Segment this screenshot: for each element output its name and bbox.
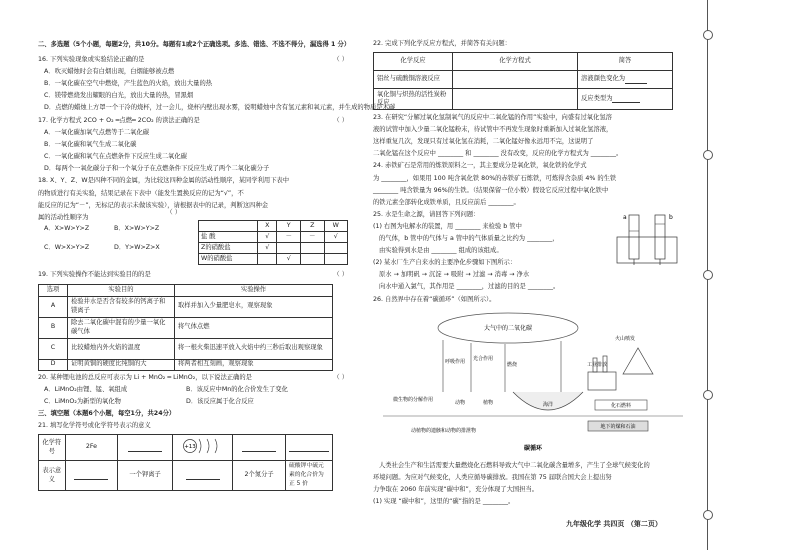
atom-structure-diagram bbox=[181, 436, 225, 456]
q24-line-3: ________ 吨含铁量为 96%的生铁。（结果保留一位小数）假设它反应过程中氧化铁中 bbox=[373, 186, 609, 194]
table-cell: √ bbox=[258, 243, 277, 254]
q17-option-d: D．每两个一氧化碳分子和一个氧分子在点燃条件下反应生成了两个二氧化碳分子 bbox=[44, 165, 270, 173]
q21-table bbox=[38, 434, 333, 491]
q25-line-1: (1) 右图为电解水的装置，用 ________ 来检验 b 管中 bbox=[373, 222, 522, 230]
factory-icon bbox=[588, 372, 616, 390]
table-row bbox=[199, 243, 348, 254]
table-cell: 比较蜡烛内外火焰的温度 bbox=[68, 338, 175, 359]
table-cell: 2个氮分子 bbox=[233, 461, 286, 490]
table-cell: 取样并加入少量肥皂水，观察现象 bbox=[175, 296, 333, 317]
table-cell: 盐 酸 bbox=[199, 232, 258, 243]
q26-para-3: 力争取在 2060 年前实现“碳中和”，充分体现了大国担当。 bbox=[373, 485, 539, 493]
table-cell[interactable] bbox=[578, 89, 673, 110]
table-cell: 检验井水是否含有较多的钙离子和镁离子 bbox=[68, 296, 175, 317]
binding-hole bbox=[703, 150, 713, 160]
q17-answer-paren[interactable]: （ ） bbox=[333, 116, 348, 124]
label-decomposition: 微生物的分解作用 bbox=[393, 397, 434, 403]
q25-line-4: (2) 某水厂生产自来水的主要净化步骤如下图所示： bbox=[373, 259, 517, 267]
table-cell bbox=[277, 243, 301, 254]
q26-sub-1: (1) 实现 “碳中和”，这里的“碳”指的是 ________。 bbox=[373, 497, 515, 505]
label-volcano: 火山喷发 bbox=[615, 336, 636, 342]
table-cell: 氧化铜与炽热的活性炭粉反应 bbox=[374, 89, 453, 110]
table-cell: 2Fe bbox=[65, 434, 118, 461]
label-combustion: 燃烧 bbox=[507, 362, 518, 368]
table-cell bbox=[258, 254, 277, 265]
table-cell: A bbox=[39, 296, 68, 317]
q22-stem: 22. 完成下列化学反应方程式，并简答有关问题： bbox=[373, 40, 511, 47]
q20-option-c: C．LiMnO₂为新型的氧化物 bbox=[44, 397, 121, 405]
q16-option-d: D．点燃的蜡烛上方罩一个干冷的烧杯，过一会儿，烧杯内壁出现水雾，说明蜡烛中含有氢元素和氧元素，并生成的物质是木碳 bbox=[44, 104, 396, 112]
q18-line-2: 的物质进行有关实验，结果记录在下表中（能发生置换反应的记为“√”，不 bbox=[38, 189, 244, 197]
q22-answer-label: 反应类型为 bbox=[581, 94, 613, 102]
tube-a-label: a bbox=[623, 213, 627, 221]
table-cell: 简答 bbox=[578, 53, 673, 71]
q20-option-b: B．该反应中Mn的化合价发生了变化 bbox=[186, 385, 288, 393]
table-cell[interactable] bbox=[233, 434, 286, 461]
q18-option-b: B．X>W>Y>Z bbox=[114, 225, 160, 233]
q25-line-2: 的气体，b 管中的气体与 a 管中的气体质量之比约为 ________， bbox=[379, 235, 559, 243]
table-row bbox=[374, 71, 673, 89]
q16-answer-paren[interactable]: （ ） bbox=[333, 56, 348, 64]
table-row bbox=[39, 284, 333, 296]
table-row bbox=[374, 53, 673, 71]
table-cell: 将气体点燃 bbox=[175, 317, 333, 338]
question-20 bbox=[38, 374, 356, 407]
table-cell bbox=[301, 243, 325, 254]
label-industrial: 工业排放 bbox=[587, 362, 608, 368]
question-18 bbox=[38, 177, 356, 261]
table-cell bbox=[172, 434, 232, 461]
table-cell[interactable] bbox=[172, 461, 232, 490]
question-22 bbox=[373, 40, 695, 110]
q20-answer-paren[interactable]: （ ） bbox=[333, 373, 348, 381]
question-23 bbox=[373, 114, 695, 159]
q18-option-d: D．Y>W>Z>X bbox=[114, 243, 160, 251]
table-cell: － bbox=[301, 232, 325, 243]
table-row bbox=[39, 296, 333, 317]
carbon-cycle-title: 大气中的二氧化碳 bbox=[483, 325, 533, 332]
question-24 bbox=[373, 162, 695, 207]
label-photosynthesis: 光合作用 bbox=[473, 356, 494, 362]
table-cell: 化学反应 bbox=[374, 53, 453, 71]
question-25 bbox=[373, 211, 695, 292]
table-cell bbox=[199, 221, 258, 232]
table-cell: C bbox=[39, 338, 68, 359]
page-footer: 九年级化学 共四页 （第二页） bbox=[566, 520, 662, 528]
q19-stem: 19. 下列实验操作不能达到实验目的的是 bbox=[38, 271, 151, 279]
question-17 bbox=[38, 117, 356, 174]
q25-flow: 原水 → 加明矾 → 沉淀 → 吸附 → 过滤 → 消毒 → 净水 bbox=[379, 271, 530, 279]
q16-option-c: C．镁带燃烧发出耀眼的白光，放出大量的热，冒黑烟 bbox=[44, 92, 194, 100]
carbon-cycle-diagram bbox=[383, 308, 683, 458]
binding-hole bbox=[703, 510, 713, 520]
table-cell[interactable] bbox=[453, 89, 578, 110]
table-cell: B bbox=[39, 317, 68, 338]
answer-blank[interactable] bbox=[289, 445, 329, 452]
q24-line-2: 为 ________，如果用 100 吨含氧化铁 80%的赤铁矿石炼铁，可炼得含杂质 4% 的生铁 bbox=[373, 174, 617, 182]
answer-blank[interactable] bbox=[74, 473, 108, 480]
q25-intro: 25. 水是生命之源，请回答下列问题： bbox=[373, 210, 480, 218]
table-cell: 选项 bbox=[39, 284, 68, 296]
table-cell[interactable] bbox=[118, 434, 173, 461]
table-cell: 证明黄铜的硬度比纯铜的大 bbox=[68, 359, 175, 370]
table-row bbox=[374, 89, 673, 110]
carbon-cycle-caption: 碳循环 bbox=[523, 445, 543, 452]
answer-blank[interactable] bbox=[128, 445, 162, 452]
q20-stem: 20. 某种锂电池的总反应可表示为 Li + MnO₂ ═ LiMnO₂，以下说法正确的是 bbox=[38, 373, 252, 381]
table-cell: 表示意义 bbox=[39, 461, 66, 490]
table-cell: 铝丝与硫酸铜溶液反应 bbox=[374, 71, 453, 89]
table-cell[interactable] bbox=[578, 71, 673, 89]
q24-line-4: 的铁元素全部转化成铁单质，且反应前后 ________。 bbox=[373, 198, 520, 206]
q25-line-3: 由实验得到水是由 ________ 组成的该组成。 bbox=[379, 247, 503, 255]
binding-hole bbox=[703, 30, 713, 40]
table-row bbox=[39, 461, 333, 490]
table-cell: 将一根火柴迅速平放入火焰中约三秒后取出观察现象 bbox=[175, 338, 333, 359]
q26-para-2: 环境问题。为应对气候变化，人类应循导碳排放。我国在第 75 届联合国大会上提出努 bbox=[373, 473, 612, 481]
q20-option-d: D．该反应属于化合反应 bbox=[186, 397, 254, 405]
q18-option-c: C．W>X>Y>Z bbox=[44, 243, 90, 251]
q23-line-3: 这样重复几次，发现只有过氧化氢在消耗，二氧化锰好像永远用不完，这说明了 bbox=[373, 138, 594, 146]
q18-option-a: A．X>W>Y>Z bbox=[44, 225, 90, 233]
table-cell: 实验操作 bbox=[175, 284, 333, 296]
tube-b-label: b bbox=[669, 213, 673, 221]
binding-hole bbox=[703, 270, 713, 280]
q21-stem: 21. 填写化学符号或化学符号表示的意义 bbox=[38, 421, 151, 429]
table-cell[interactable] bbox=[65, 461, 118, 490]
answer-blank[interactable] bbox=[625, 77, 647, 84]
table-cell: Z bbox=[301, 221, 325, 232]
table-cell: X bbox=[258, 221, 277, 232]
q24-line-1: 24. 赤铁矿石是常用的炼铁原料之一，其主要成分是氧化铁，氧化铁的化学式 bbox=[373, 162, 587, 170]
q22-answer-label: 溶液颜色变化为 bbox=[581, 75, 626, 83]
volcano-icon bbox=[623, 348, 653, 374]
q16-stem: 16. 下列实验现象或实验结论正确的是 bbox=[38, 56, 145, 64]
table-cell: 化学方程式 bbox=[453, 53, 578, 71]
table-cell bbox=[324, 243, 347, 254]
left-column bbox=[38, 40, 396, 491]
q18-line-1: 18. X、Y、Z、W是四种不同的金属，为比较这四种金属的活动性顺序，某同学利用下表中 bbox=[38, 177, 290, 185]
q20-option-a: A．LiMnO₂由锂、锰、氧组成 bbox=[44, 385, 128, 393]
q18-line-4: 属的活动性顺序为 bbox=[38, 213, 89, 221]
table-cell: 将两者相互刻画，观察现象 bbox=[175, 359, 333, 370]
table-row bbox=[39, 434, 333, 461]
label-plants: 植物 bbox=[483, 400, 494, 406]
q23-line-1: 23. 在研究“分解过氧化氢制氧气的反应中二氧化锰的作用”实验中，向盛有过氧化氢溶 bbox=[373, 114, 612, 122]
table-cell[interactable] bbox=[286, 434, 333, 461]
answer-blank[interactable] bbox=[612, 96, 640, 103]
q23-line-4: 二氧化锰在这个反应中 ________ 和 ________ 没有改变，反应的化学方程式为 ________。 bbox=[373, 150, 623, 158]
q19-answer-paren[interactable]: （ ） bbox=[333, 271, 348, 279]
table-row bbox=[39, 359, 333, 370]
table-cell: √ bbox=[324, 232, 347, 243]
q19-table bbox=[38, 284, 333, 371]
answer-blank[interactable] bbox=[186, 473, 220, 480]
label-respiration: 呼吸作用 bbox=[445, 359, 466, 365]
right-column bbox=[373, 40, 695, 510]
table-cell: D bbox=[39, 359, 68, 370]
table-cell: √ bbox=[277, 254, 301, 265]
table-cell: Y bbox=[277, 221, 301, 232]
answer-blank[interactable] bbox=[242, 445, 276, 452]
section3-title: 三、填空题（本题6个小题，每空1分，共24分） bbox=[38, 409, 176, 417]
question-26 bbox=[373, 296, 695, 506]
label-ocean: 海洋 bbox=[542, 402, 554, 408]
table-cell: 化学符号 bbox=[39, 434, 66, 461]
table-cell: 硫酸钾中硫元素的化合价为正 5 价 bbox=[286, 461, 333, 490]
table-row bbox=[199, 232, 348, 243]
table-cell bbox=[301, 254, 325, 265]
label-underground: 地下的煤和石油 bbox=[600, 424, 636, 430]
q18-line-3: 能反应的记为“－”，无标记的表示未做该实验），请根据表中的记录，判断这四种金 bbox=[38, 201, 269, 209]
table-row bbox=[39, 338, 333, 359]
table-cell: √ bbox=[258, 232, 277, 243]
q17-option-c: C．一氧化碳和氧气在点燃条件下反应生成二氧化碳 bbox=[44, 153, 187, 161]
q26-stem: 26. 自然界中存在着“碳循环”（如图所示）。 bbox=[373, 295, 496, 303]
label-remains: 动植物的遗骸和动物的排泄物 bbox=[411, 428, 477, 434]
table-cell[interactable] bbox=[453, 71, 578, 89]
label-animals: 动物 bbox=[455, 400, 466, 406]
q17-stem: 17. 化学方程式 2CO + O₂ ═点燃═ 2CO₂ 的读法正确的是 bbox=[38, 116, 200, 124]
table-row bbox=[199, 221, 348, 232]
electrolysis-apparatus-diagram bbox=[613, 209, 685, 267]
q17-option-b: B．一氧化碳和氧气生成二氧化碳 bbox=[44, 141, 137, 149]
q22-table bbox=[373, 52, 673, 110]
atom-nucleus-label: +13 bbox=[183, 444, 196, 451]
table-cell: 实验目的 bbox=[68, 284, 175, 296]
table-cell: 除去二氧化碳中混有的少量一氧化碳气体 bbox=[68, 317, 175, 338]
table-cell: W的硝酸盐 bbox=[199, 254, 258, 265]
q18-metal-table bbox=[198, 220, 348, 265]
label-fossil-fuels: 化石燃料 bbox=[610, 403, 632, 409]
table-cell: 一个钾离子 bbox=[118, 461, 173, 490]
question-19 bbox=[38, 271, 356, 370]
q26-para-1: 人类社会生产和生活需要大量燃烧化石燃料导致大气中二氧化碳含量增多，产生了全球气候变化的 bbox=[379, 461, 650, 469]
section2-title: 二、多选题（5个小题，每题2分，共10分。每题有1或2个正确选项。多选、错选、不选不得分，漏选得 1 分） bbox=[38, 41, 351, 48]
q23-line-2: 液的试管中加入少量二氧化锰粉末，待试管中不再发生现象时重新加入过氧化氢溶液， bbox=[373, 126, 613, 134]
table-cell: Z的硝酸盐 bbox=[199, 243, 258, 254]
table-cell: － bbox=[277, 232, 301, 243]
table-row bbox=[199, 254, 348, 265]
q18-options bbox=[44, 225, 184, 256]
q25-line-5: 向水中通入氯气，其作用是 ________，过滤的目的是 ________。 bbox=[379, 283, 560, 291]
q17-option-a: A．一氧化碳加氧气点燃等于二氧化碳 bbox=[44, 129, 150, 137]
table-cell: W bbox=[324, 221, 347, 232]
q16-option-a: A．吹灭蜡烛时会有白烟出现，白烟能够被点燃 bbox=[44, 68, 175, 76]
table-row bbox=[39, 317, 333, 338]
question-21 bbox=[38, 422, 356, 491]
binding-hole bbox=[703, 390, 713, 400]
q16-option-b: B．一氧化碳在空气中燃烧，产生蓝色的火焰，放出大量的热 bbox=[44, 80, 213, 88]
question-16 bbox=[38, 56, 396, 113]
table-cell bbox=[324, 254, 347, 265]
q18-answer-paren[interactable]: （ ） bbox=[166, 209, 181, 217]
